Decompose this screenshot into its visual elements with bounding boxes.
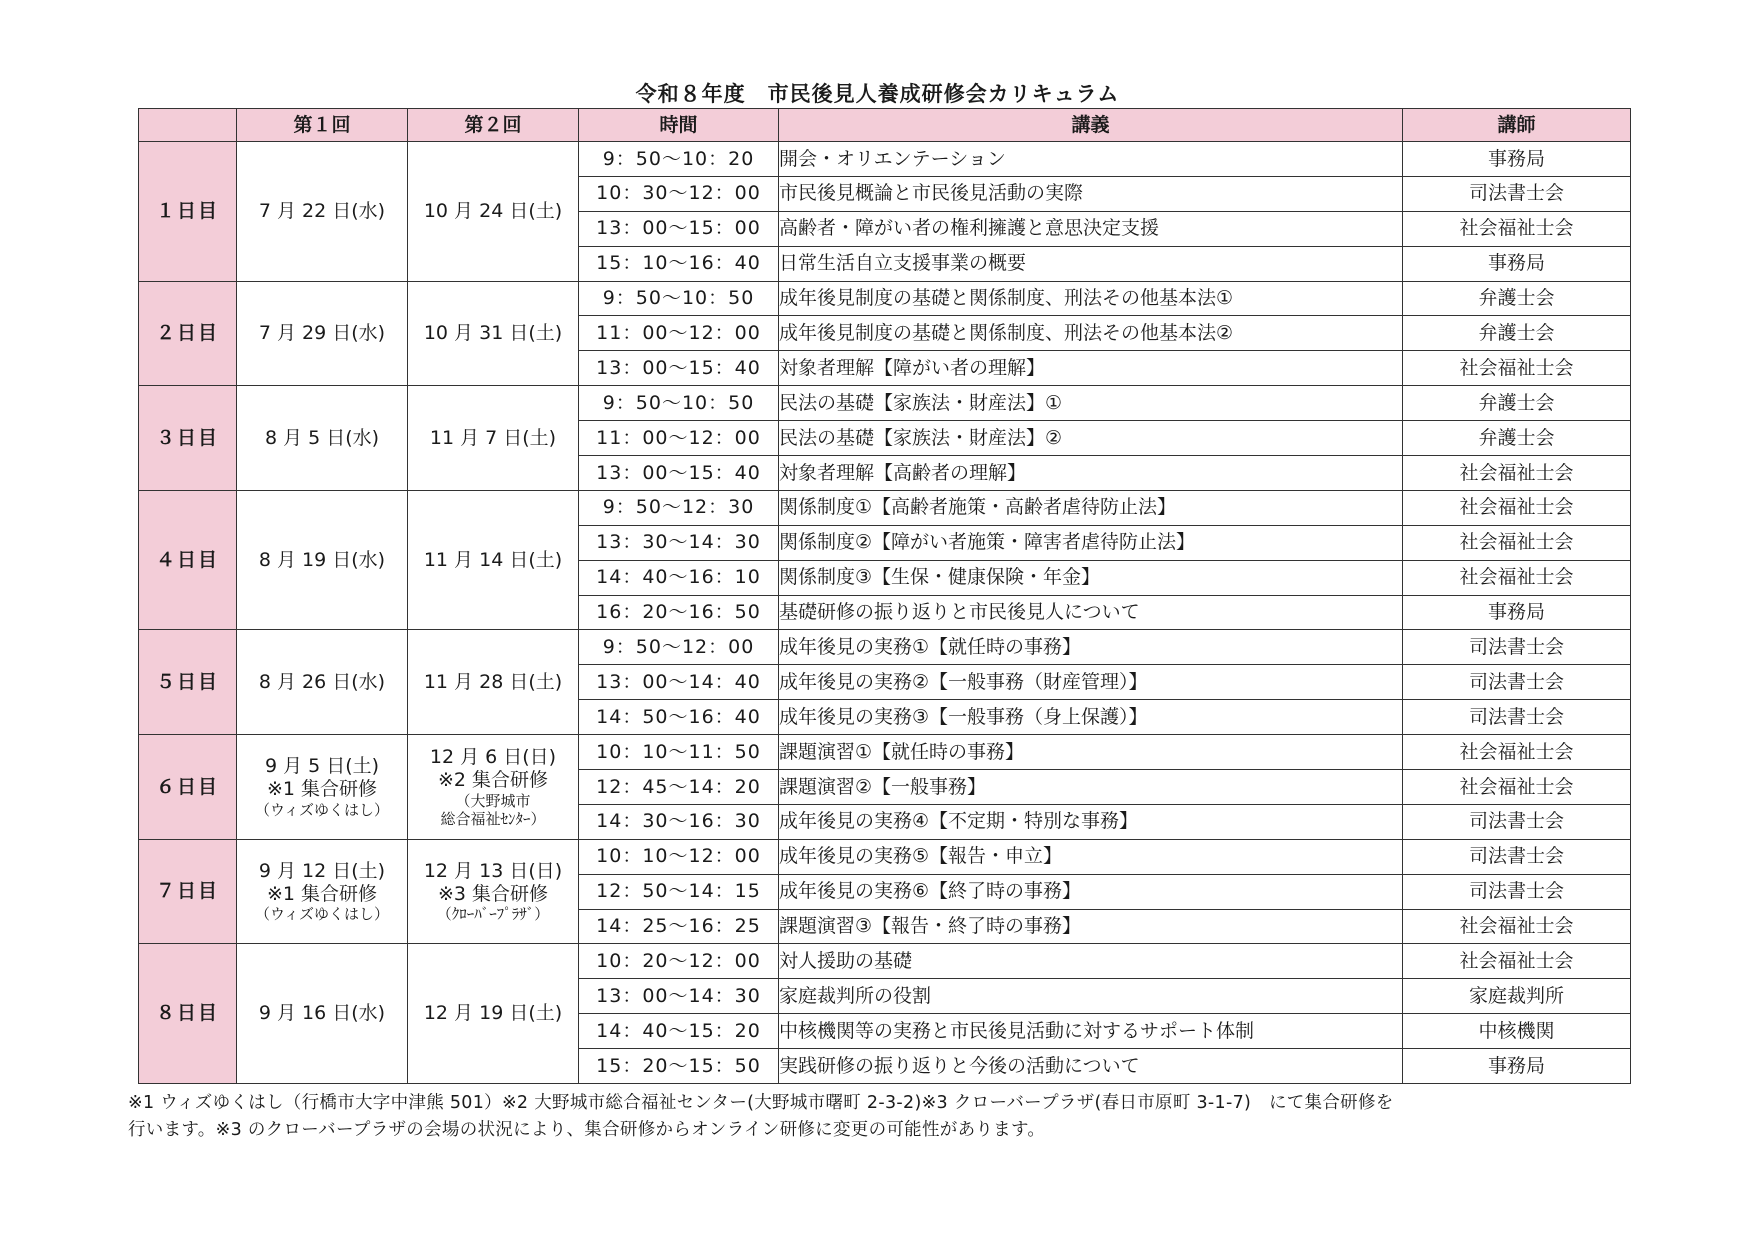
session-lecture: 日常生活自立支援事業の概要: [779, 246, 1403, 281]
session-time: 13：00～14：30: [579, 979, 779, 1014]
session-time: 14：50～16：40: [579, 700, 779, 735]
session-instructor: 社会福祉士会: [1403, 735, 1631, 770]
date-text: 11 月 28 日(土): [423, 670, 563, 693]
first-session-date: [237, 839, 408, 944]
day-label: ７日目: [139, 839, 237, 944]
header-row: [139, 109, 1631, 142]
session-instructor: 社会福祉士会: [1403, 525, 1631, 560]
date-text: 9 月 16 日(水): [258, 1002, 386, 1025]
session-time: 12：45～14：20: [579, 770, 779, 805]
venue-note: （ウィズゆくはし）: [254, 800, 390, 819]
session-instructor: 事務局: [1403, 595, 1631, 630]
session-instructor: 社会福祉士会: [1403, 351, 1631, 386]
first-session-date: [237, 944, 408, 1084]
date-text: 12 月 6 日(日): [429, 746, 557, 769]
session-lecture: 成年後見の実務⑥【終了時の事務】: [779, 874, 1403, 909]
date-text: 10 月 31 日(土): [423, 322, 563, 344]
session-lecture: 課題演習①【就任時の事務】: [779, 735, 1403, 770]
day-label: ８日目: [139, 944, 237, 1084]
session-lecture: 対人援助の基礎: [779, 944, 1403, 979]
session-time: 9：50～10：50: [579, 386, 779, 421]
session-instructor: 弁護士会: [1403, 386, 1631, 421]
session-time: 9：50～10：20: [579, 142, 779, 177]
date-text: 9 月 5 日(土): [264, 755, 380, 778]
date-text: 11 月 7 日(土): [429, 426, 557, 449]
session-instructor: 司法書士会: [1403, 665, 1631, 700]
session-time: 11：00～12：00: [579, 316, 779, 351]
header-second-session: 第２回: [408, 109, 579, 142]
session-time: 13：00～14：40: [579, 665, 779, 700]
venue-note: ※1 集合研修: [266, 777, 378, 800]
session-instructor: 司法書士会: [1403, 700, 1631, 735]
session-lecture: 成年後見の実務②【一般事務（財産管理）】: [779, 665, 1403, 700]
date-text: 9 月 12 日(土): [258, 859, 386, 882]
session-time: 14：40～16：10: [579, 560, 779, 595]
second-session-date: [408, 630, 579, 735]
header-first-session: 第１回: [237, 109, 408, 142]
second-session-date: [408, 944, 579, 1084]
venue-note: ※2 集合研修: [437, 768, 549, 791]
session-instructor: 司法書士会: [1403, 874, 1631, 909]
date-text: 7 月 29 日(水): [258, 322, 386, 344]
venue-note: （大野城市: [455, 791, 531, 810]
session-instructor: 事務局: [1403, 1049, 1631, 1084]
date-text: 8 月 5 日(水): [264, 426, 380, 449]
session-time: 15：10～16：40: [579, 246, 779, 281]
header-day: [139, 109, 237, 142]
session-lecture: 対象者理解【高齢者の理解】: [779, 456, 1403, 491]
table-row: [139, 142, 1631, 177]
footnote-line-2: 行います。※3 のクローバープラザの会場の状況により、集合研修からオンライン研修に変更の可能性があります。: [128, 1120, 1046, 1140]
session-time: 13：30～14：30: [579, 525, 779, 560]
first-session-date: [237, 735, 408, 840]
session-time: 9：50～10：50: [579, 281, 779, 316]
session-lecture: 成年後見制度の基礎と関係制度、刑法その他基本法①: [779, 281, 1403, 316]
session-time: 11：00～12：00: [579, 421, 779, 456]
table-row: [139, 735, 1631, 770]
first-session-date: [237, 630, 408, 735]
session-time: 14：25～16：25: [579, 909, 779, 944]
session-lecture: 成年後見の実務①【就任時の事務】: [779, 630, 1403, 665]
date-text: 10 月 24 日(土): [423, 199, 563, 222]
session-instructor: 弁護士会: [1403, 316, 1631, 351]
session-time: 13：00～15：00: [579, 211, 779, 246]
date-text: 7 月 22 日(水): [258, 199, 386, 222]
date-text: 11 月 14 日(土): [423, 548, 563, 571]
session-instructor: 社会福祉士会: [1403, 490, 1631, 525]
table-row: [139, 944, 1631, 979]
session-lecture: 成年後見の実務④【不定期・特別な事務】: [779, 804, 1403, 839]
session-instructor: 社会福祉士会: [1403, 909, 1631, 944]
session-instructor: 中核機関: [1403, 1014, 1631, 1049]
session-lecture: 関係制度③【生保・健康保険・年金】: [779, 560, 1403, 595]
table-row: [139, 281, 1631, 316]
session-lecture: 家庭裁判所の役割: [779, 979, 1403, 1014]
session-instructor: 家庭裁判所: [1403, 979, 1631, 1014]
first-session-date: [237, 490, 408, 630]
session-lecture: 関係制度①【高齢者施策・高齢者虐待防止法】: [779, 490, 1403, 525]
session-time: 13：00～15：40: [579, 351, 779, 386]
first-session-date: [237, 281, 408, 386]
second-session-date: [408, 490, 579, 630]
session-instructor: 社会福祉士会: [1403, 944, 1631, 979]
second-session-date: [408, 839, 579, 944]
session-lecture: 中核機関等の実務と市民後見活動に対するサポート体制: [779, 1014, 1403, 1049]
session-lecture: 高齢者・障がい者の権利擁護と意思決定支援: [779, 211, 1403, 246]
session-time: 10：30～12：00: [579, 176, 779, 211]
venue-note: （ｸﾛｰﾊﾞｰﾌﾟﾗｻﾞ）: [436, 905, 550, 924]
day-label: ３日目: [139, 386, 237, 491]
session-instructor: 社会福祉士会: [1403, 211, 1631, 246]
curriculum-table: [138, 108, 1631, 1084]
session-instructor: 社会福祉士会: [1403, 456, 1631, 491]
session-time: 10：10～12：00: [579, 839, 779, 874]
session-time: 9：50～12：00: [579, 630, 779, 665]
header-instructor: 講師: [1403, 109, 1631, 142]
session-lecture: 成年後見制度の基礎と関係制度、刑法その他基本法②: [779, 316, 1403, 351]
session-lecture: 民法の基礎【家族法・財産法】①: [779, 386, 1403, 421]
session-lecture: 関係制度②【障がい者施策・障害者虐待防止法】: [779, 525, 1403, 560]
session-time: 12：50～14：15: [579, 874, 779, 909]
page-title: 令和８年度 市民後見人養成研修会カリキュラム: [635, 82, 1120, 106]
second-session-date: [408, 735, 579, 840]
session-lecture: 課題演習③【報告・終了時の事務】: [779, 909, 1403, 944]
session-lecture: 対象者理解【障がい者の理解】: [779, 351, 1403, 386]
first-session-date: [237, 142, 408, 282]
session-time: 10：10～11：50: [579, 735, 779, 770]
day-label: ４日目: [139, 490, 237, 630]
session-instructor: 社会福祉士会: [1403, 560, 1631, 595]
session-instructor: 司法書士会: [1403, 176, 1631, 211]
table-row: [139, 839, 1631, 874]
session-instructor: 事務局: [1403, 142, 1631, 177]
table-row: [139, 490, 1631, 525]
session-lecture: 基礎研修の振り返りと市民後見人について: [779, 595, 1403, 630]
second-session-date: [408, 142, 579, 282]
second-session-date: [408, 281, 579, 386]
session-instructor: 弁護士会: [1403, 421, 1631, 456]
session-lecture: 民法の基礎【家族法・財産法】②: [779, 421, 1403, 456]
session-time: 14：40～15：20: [579, 1014, 779, 1049]
venue-note: ※3 集合研修: [437, 882, 549, 905]
table-row: [139, 386, 1631, 421]
session-instructor: 弁護士会: [1403, 281, 1631, 316]
footnote: [128, 1090, 1648, 1144]
session-lecture: 実践研修の振り返りと今後の活動について: [779, 1049, 1403, 1084]
day-label: ５日目: [139, 630, 237, 735]
session-instructor: 司法書士会: [1403, 630, 1631, 665]
date-text: 8 月 19 日(水): [258, 548, 386, 571]
session-lecture: 課題演習②【一般事務】: [779, 770, 1403, 805]
curriculum-body: [139, 142, 1631, 1084]
session-lecture: 成年後見の実務⑤【報告・申立】: [779, 839, 1403, 874]
day-label: ２日目: [139, 281, 237, 386]
session-instructor: 事務局: [1403, 246, 1631, 281]
footnote-line-1: ※1 ウィズゆくはし（行橋市大字中津熊 501）※2 大野城市総合福祉センター(大野城市曙町 2-3-2)※3 クローバープラザ(春日市原町 3-1-7) にて集合研修を: [128, 1093, 1394, 1113]
session-time: 13：00～15：40: [579, 456, 779, 491]
day-label: １日目: [139, 142, 237, 282]
venue-note: ※1 集合研修: [266, 882, 378, 905]
session-time: 14：30～16：30: [579, 804, 779, 839]
date-text: 12 月 13 日(日): [423, 859, 563, 882]
header-lecture: 講義: [779, 109, 1403, 142]
second-session-date: [408, 386, 579, 491]
session-time: 16：20～16：50: [579, 595, 779, 630]
session-instructor: 社会福祉士会: [1403, 770, 1631, 805]
date-text: 8 月 26 日(水): [258, 670, 386, 693]
header-time: 時間: [579, 109, 779, 142]
session-instructor: 司法書士会: [1403, 839, 1631, 874]
session-time: 9：50～12：30: [579, 490, 779, 525]
session-time: 15：20～15：50: [579, 1049, 779, 1084]
session-instructor: 司法書士会: [1403, 804, 1631, 839]
session-time: 10：20～12：00: [579, 944, 779, 979]
day-label: ６日目: [139, 735, 237, 840]
venue-note: 総合福祉ｾﾝﾀｰ）: [440, 809, 546, 828]
session-lecture: 成年後見の実務③【一般事務（身上保護）】: [779, 700, 1403, 735]
table-row: [139, 630, 1631, 665]
venue-note: （ウィズゆくはし）: [254, 905, 390, 924]
session-lecture: 市民後見概論と市民後見活動の実際: [779, 176, 1403, 211]
first-session-date: [237, 386, 408, 491]
session-lecture: 開会・オリエンテーション: [779, 142, 1403, 177]
date-text: 12 月 19 日(土): [423, 1002, 563, 1025]
